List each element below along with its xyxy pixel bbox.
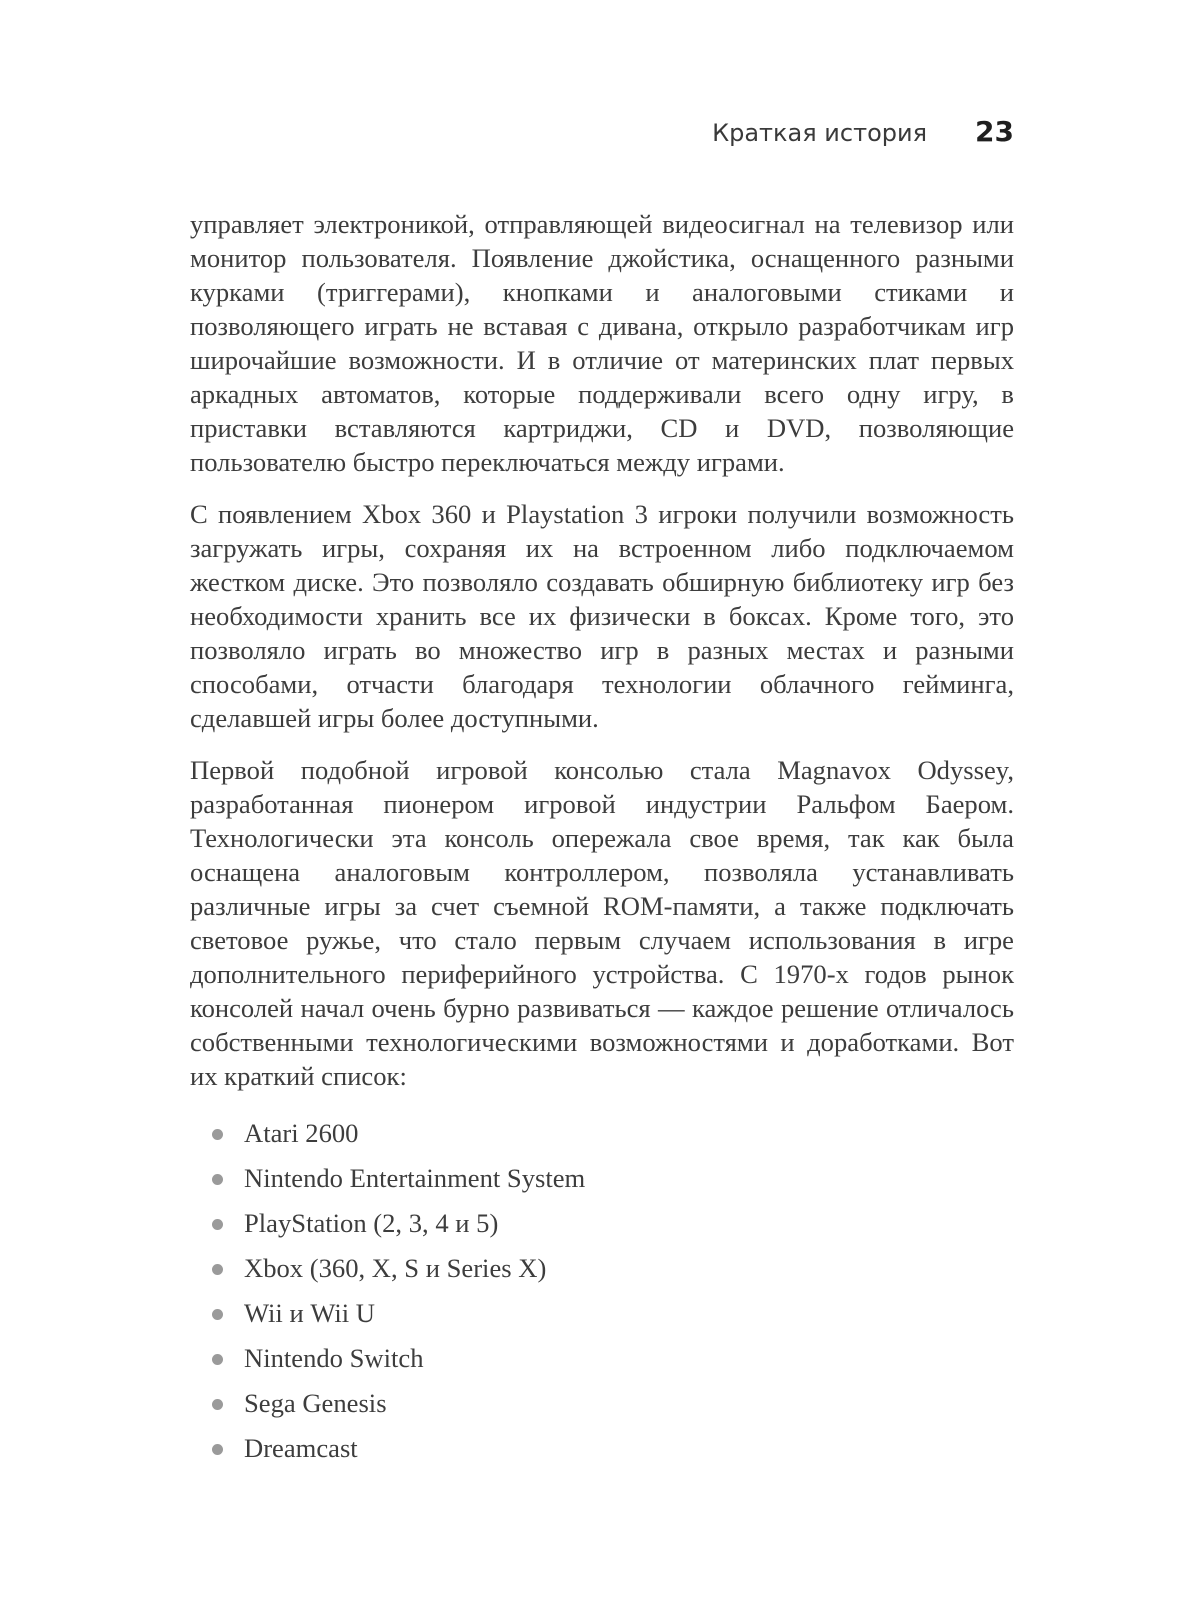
bullet-icon (212, 1399, 223, 1410)
list-item-label: Wii и Wii U (244, 1298, 376, 1328)
list-item (190, 1291, 1014, 1336)
list-item (190, 1381, 1014, 1426)
list-item (190, 1201, 1014, 1246)
paragraph: управляет электроникой, отправляющей видеосигнал на телевизор или монитор пользователя. Появление джойстика, оснащенного разными курками (триггерами), кнопками и аналоговыми стиками и позволяющего играть не вставая с дивана, открыло разработчикам игр широчайшие возможности. И в отличие от материнских плат первых аркадных автоматов, которые поддерживали всего одну игру, в приставки вставляются картриджи, CD и DVD, позволяющие пользователю быстро переключаться между играми. (190, 209, 1014, 477)
list-item-label: PlayStation (2, 3, 4 и 5) (244, 1208, 499, 1238)
list-item-label: Nintendo Entertainment System (244, 1163, 586, 1193)
list-item (190, 1246, 1014, 1291)
bullet-icon (212, 1219, 223, 1230)
list-item-label: Xbox (360, X, S и Series X) (244, 1253, 547, 1283)
body-text (190, 207, 1014, 1471)
bullet-icon (212, 1174, 223, 1185)
list-item (190, 1426, 1014, 1471)
list-item (190, 1336, 1014, 1381)
list-item-label: Atari 2600 (244, 1118, 359, 1148)
console-list (190, 1111, 1014, 1471)
paragraph: С появлением Xbox 360 и Playstation 3 игроки получили возможность загружать игры, сохраняя их на встроенном либо подключаемом жестком диске. Это позволяло создавать обширную библиотеку игр без необходимости хранить все их физически в боксах. Кроме того, это позволяло играть во множество игр в разных местах и разными способами, отчасти благодаря технологии облачного гейминга, сделавшей игры более доступными. (190, 499, 1014, 733)
list-item-label: Dreamcast (244, 1433, 358, 1463)
list-item-label: Nintendo Switch (244, 1343, 424, 1373)
running-header (190, 115, 1014, 148)
list-item-label: Sega Genesis (244, 1388, 387, 1418)
page-number: 23 (975, 115, 1014, 148)
list-item (190, 1156, 1014, 1201)
bullet-icon (212, 1129, 223, 1140)
list-item (190, 1111, 1014, 1156)
bullet-icon (212, 1309, 223, 1320)
running-title: Краткая история (712, 119, 928, 147)
bullet-icon (212, 1264, 223, 1275)
paragraph: Первой подобной игровой консолью стала Magnavox Odyssey, разработанная пионером игровой индустрии Ральфом Баером. Технологически эта консоль опережала свое время, так как была оснащена аналоговым контроллером, позволяла устанавливать различные игры за счет съемной ROM-памяти, а также подключать световое ружье, что стало первым случаем использования в игре дополнительного периферийного устройства. С 1970-х годов рынок консолей начал очень бурно развиваться — каждое решение отличалось собственными технологическими возможностями и доработками. Вот их краткий список: (190, 755, 1014, 1091)
bullet-icon (212, 1354, 223, 1365)
bullet-icon (212, 1444, 223, 1455)
